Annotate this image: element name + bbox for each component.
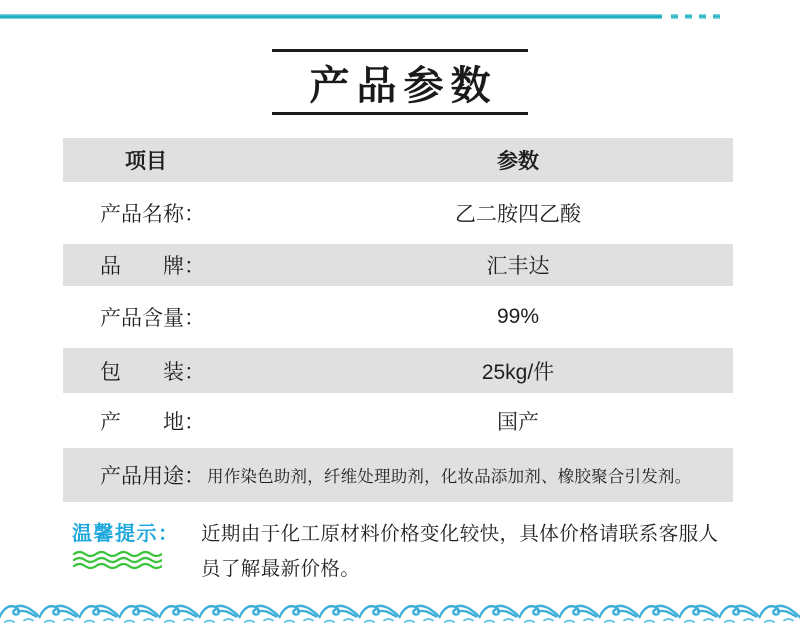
accent-dash xyxy=(671,14,678,19)
notice-text: 近期由于化工原材料价格变化较快，具体价格请联系客服人员了解最新价格。 xyxy=(201,523,719,580)
notice-label: 温馨提示： xyxy=(72,523,180,545)
notice-label-column xyxy=(72,521,201,587)
header-item-label: 项目 xyxy=(125,150,167,173)
row-value: 25kg/件 xyxy=(481,360,555,384)
usage-label: 产品用途： xyxy=(100,465,205,488)
header-param-label: 参数 xyxy=(497,150,539,173)
row-value: 乙二胺四乙酸 xyxy=(455,203,581,226)
table-header-row xyxy=(63,138,733,182)
table-row xyxy=(63,348,733,393)
row-label: 产品名称： xyxy=(100,203,205,226)
usage-description: 用作染色助剂，纤维处理助剂，化妆品添加剂、橡胶聚合引发剂。 xyxy=(207,468,692,486)
accent-dash xyxy=(713,14,720,19)
table-row xyxy=(63,286,733,348)
table-row xyxy=(63,244,733,286)
page-title: 产品参数 xyxy=(309,63,498,108)
product-parameter-table xyxy=(63,138,733,502)
row-label: 品 牌： xyxy=(100,255,205,278)
table-row-usage xyxy=(63,448,733,502)
row-value: 国产 xyxy=(497,410,539,434)
row-value: 99% xyxy=(496,305,540,328)
green-wavy-underline-icon xyxy=(72,550,162,572)
row-label: 产品含量： xyxy=(100,307,205,330)
row-label: 产 地： xyxy=(100,410,205,434)
table-row xyxy=(63,393,733,448)
bottom-wave-border-icon xyxy=(0,599,800,627)
row-label: 包 装： xyxy=(100,360,205,384)
table-row xyxy=(63,182,733,244)
warm-notice xyxy=(72,521,732,587)
accent-dash xyxy=(685,14,692,19)
top-accent-dashes xyxy=(671,14,720,19)
accent-dash xyxy=(699,14,706,19)
top-accent-line xyxy=(0,14,662,19)
row-value: 汇丰达 xyxy=(486,255,550,278)
section-title-block xyxy=(272,49,528,115)
